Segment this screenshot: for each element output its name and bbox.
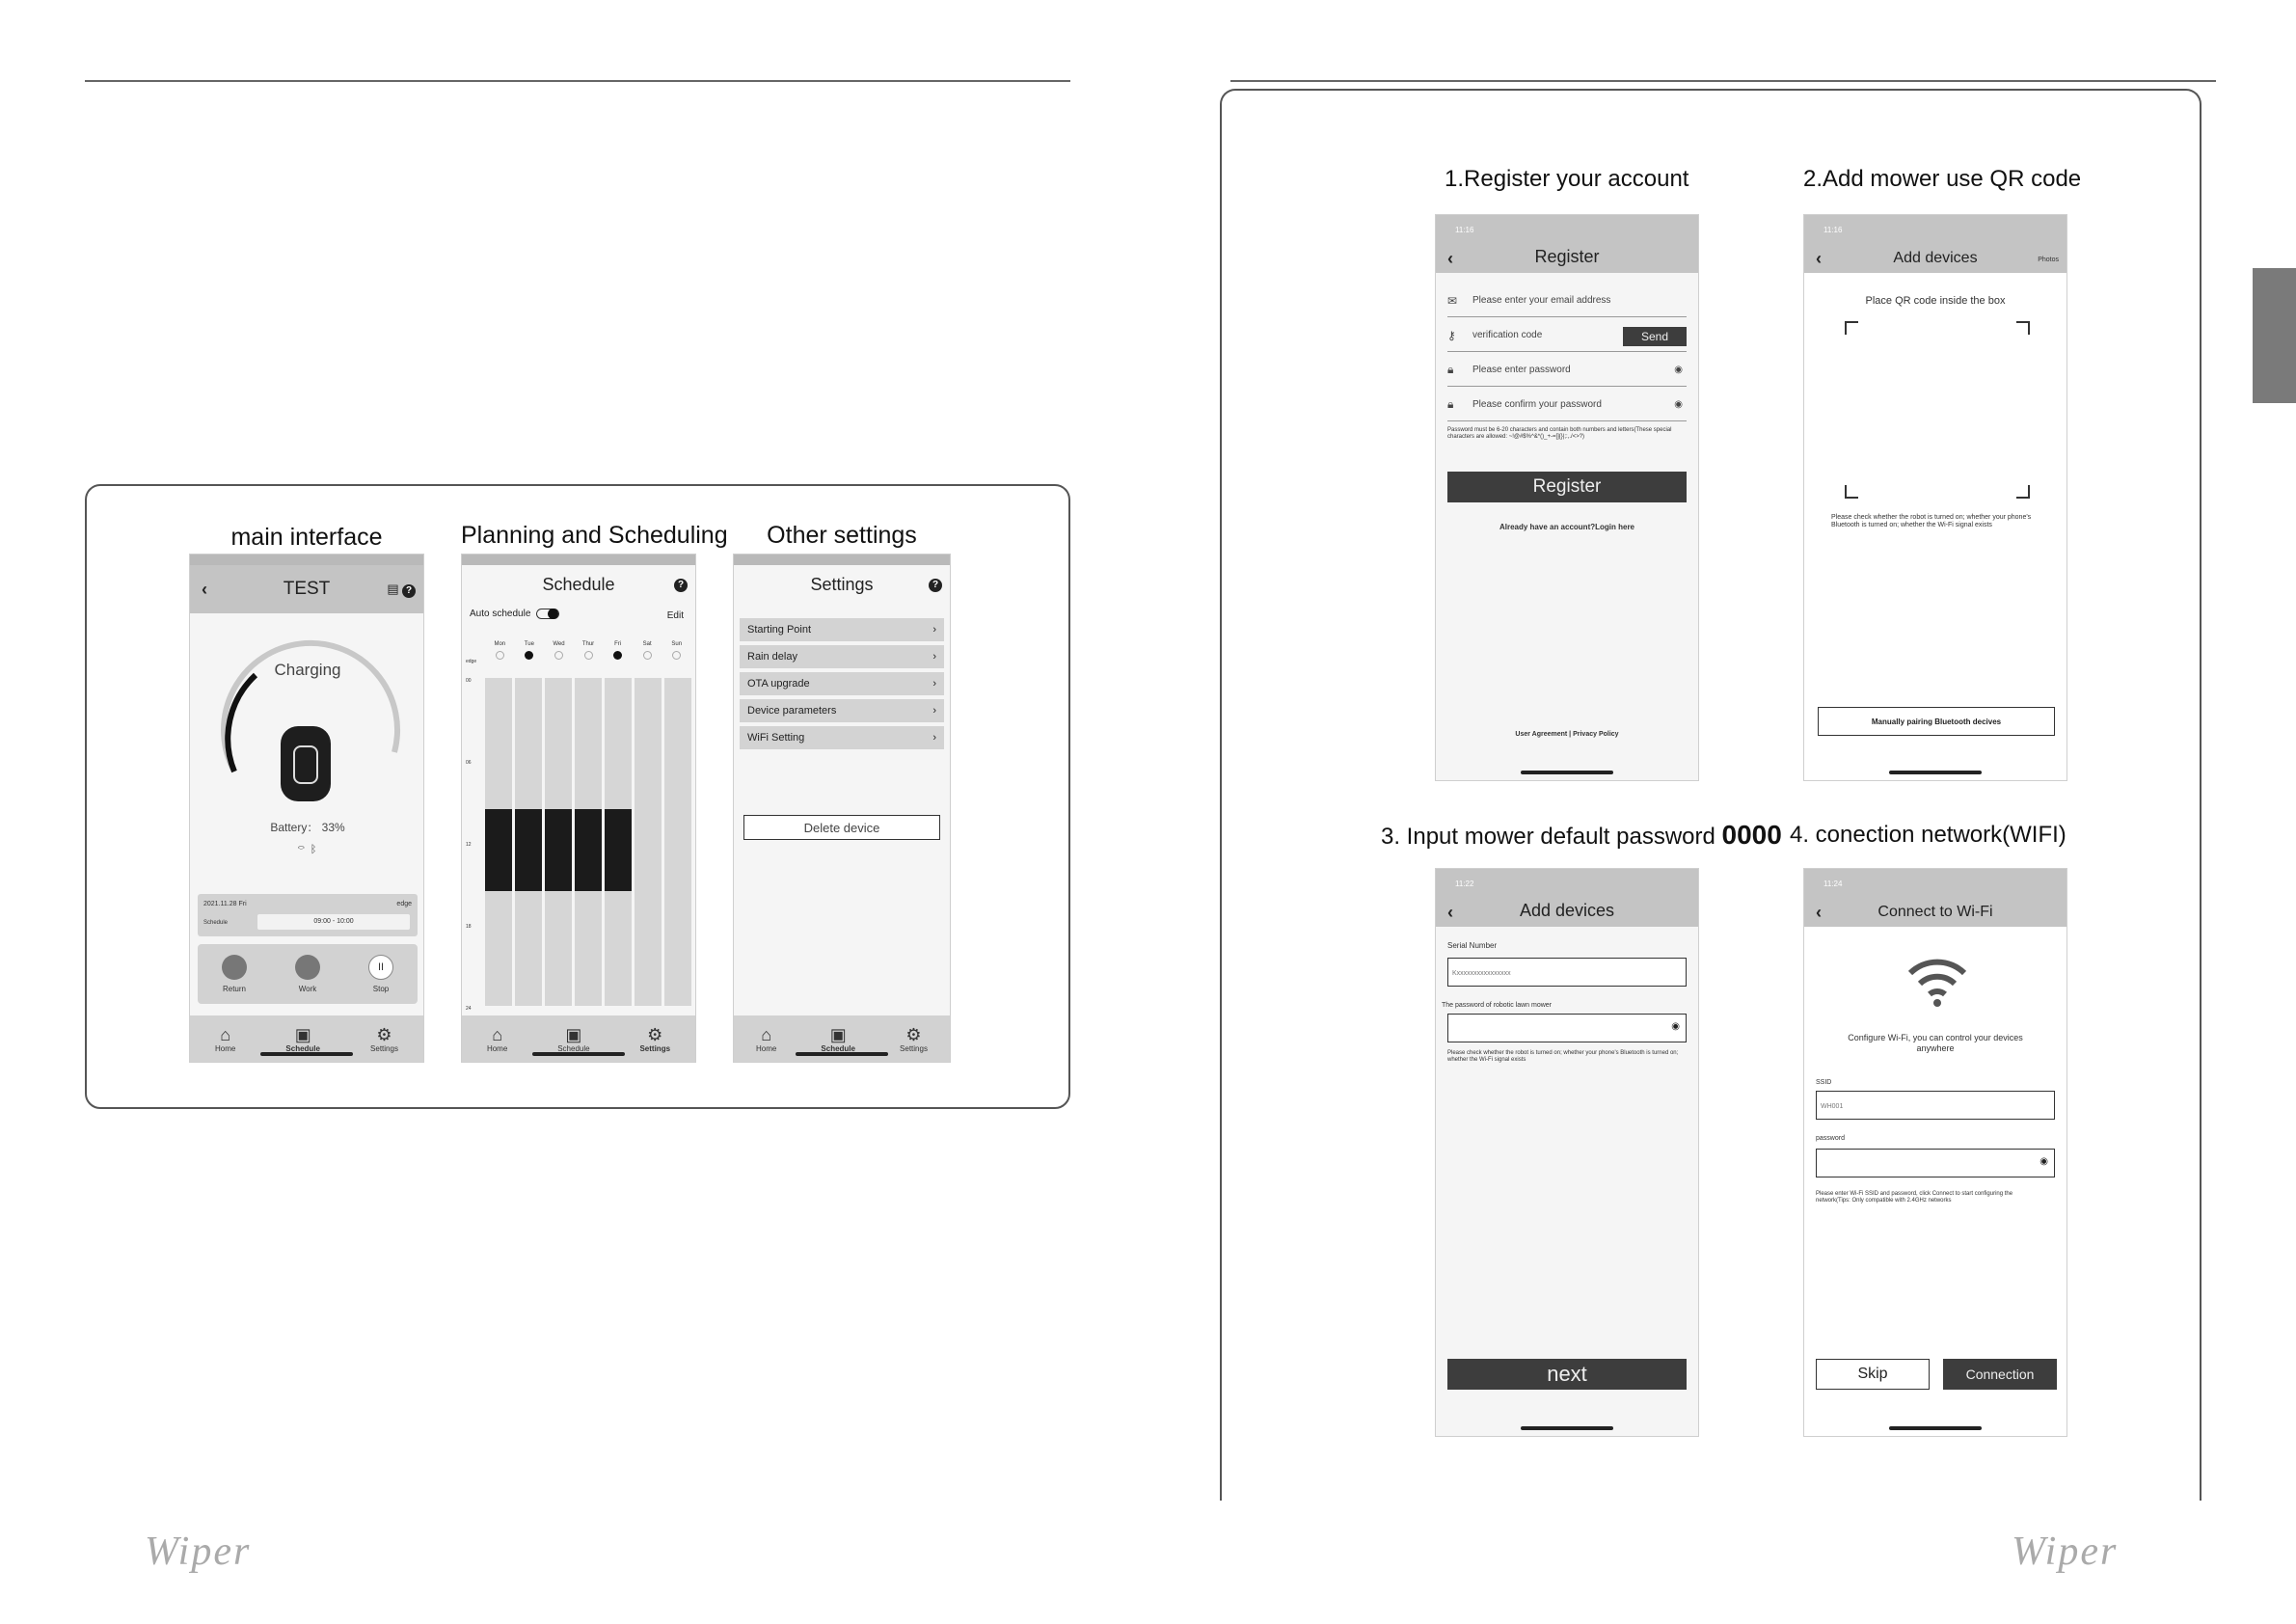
wifi-password-input[interactable] [1816,1149,2055,1177]
tab-schedule[interactable]: ▣ Schedule [557,1024,590,1053]
charging-status: Charging [274,661,341,679]
schedule-block [515,809,542,891]
schedule-column[interactable] [605,678,632,1006]
tab-settings[interactable]: ⚙ Settings [639,1024,671,1053]
privacy-policy-link[interactable]: Privacy Policy [1573,731,1619,738]
qr-instruction: Place QR code inside the box [1865,295,2006,307]
settings-item-starting-point[interactable]: Starting Point › [740,618,944,643]
schedule-column[interactable] [635,678,662,1006]
home-icon: ⌂ [220,1024,231,1044]
calendar-icon: ▣ [565,1024,582,1044]
step-2-caption: 2.Add mower use QR code [1803,166,2082,192]
mower-icon [281,726,331,801]
status-time: 11:22 [1455,880,1474,888]
nav-bar [1804,215,2066,273]
phone-connect-wifi [1803,868,2067,1437]
nav-bar [462,565,695,604]
phone-main-interface [189,554,424,1063]
schedule-block [545,809,572,891]
day-thur[interactable]: Thur [574,641,604,660]
wifi-password-label: password [1816,1135,1845,1142]
mower-password-input[interactable] [1447,1014,1687,1042]
gear-icon: ⚙ [376,1024,392,1044]
side-tab-marker [2253,268,2296,403]
register-title: Register [1534,247,1600,266]
serial-number-label: Serial Number [1447,941,1498,950]
schedule-column[interactable] [575,678,602,1006]
day-sun[interactable]: Sun [662,641,691,660]
tab-schedule[interactable]: ▣ Schedule [821,1024,855,1053]
calendar-icon: ▣ [294,1024,311,1044]
connect-wifi-title: Connect to Wi-Fi [1877,904,1993,920]
back-icon[interactable]: ‹ [1816,903,1822,922]
nav-bar [190,565,423,613]
hour-label: 06 [466,760,472,766]
battery-text: Battery： 33% [270,821,345,834]
calendar-icon: ▣ [829,1024,847,1044]
settings-item-device-parameters[interactable]: Device parameters › [740,699,944,724]
help-icon[interactable]: ? [674,579,688,592]
hour-label: 24 [466,1006,472,1012]
caption-planning-scheduling: Planning and Scheduling [461,522,728,549]
status-time: 11:16 [1823,226,1843,234]
schedule-block [575,809,602,891]
status-bar [190,555,423,565]
home-icon: ⌂ [761,1024,772,1044]
tab-settings[interactable]: ⚙ Settings [900,1024,928,1053]
right-header-rule [1230,80,2216,82]
chevron-right-icon: › [932,705,936,717]
day-tue[interactable]: Tue [515,641,545,660]
mode-text: edge [396,901,412,907]
left-logo: Wiper [145,1529,252,1574]
tab-settings[interactable]: ⚙ Settings [370,1024,398,1053]
phone-schedule [461,554,696,1063]
auto-schedule-row: Auto schedule [470,609,559,619]
default-password: 0000 [1721,820,1782,850]
schedule-column[interactable] [485,678,512,1006]
connection-button[interactable]: Connection [1943,1359,2057,1390]
day-fri[interactable]: Fri [603,641,633,660]
phone-settings [733,554,951,1063]
help-icon[interactable]: ? [402,584,416,598]
ssid-label: SSID [1816,1079,1832,1086]
date-text: 2021.11.28 Fri [203,901,247,907]
back-icon[interactable]: ‹ [202,579,207,599]
add-devices-title: Add devices [1893,250,1978,266]
return-button[interactable]: Return [222,955,247,993]
document-icon[interactable]: ▤ [387,581,399,596]
confirm-password-field[interactable]: 🔒︎ Please confirm your password ◉ [1447,389,1687,421]
edge-radio [584,651,593,660]
chevron-right-icon: › [932,651,936,663]
day-mon[interactable]: Mon [485,641,515,660]
settings-item-wifi-setting[interactable]: WiFi Setting › [740,726,944,751]
tab-home[interactable]: ⌂ Home [486,1024,508,1053]
gear-icon: ⚙ [647,1024,663,1044]
caption-main-interface: main interface [230,524,383,551]
eye-icon[interactable]: ◉ [1674,399,1683,410]
caption-other-settings: Other settings [767,522,917,549]
action-panel [198,944,418,1004]
chevron-right-icon: › [932,678,936,690]
next-button[interactable]: next [1447,1359,1687,1390]
right-logo: Wiper [2012,1529,2119,1574]
qr-note: Please check whether the robot is turned on; whether your phone's Bluetooth is turned on; whether the Wi-Fi signal exists [1831,514,2032,528]
schedule-card [198,894,418,936]
send-code-button[interactable]: Send [1623,327,1687,346]
edge-radio [643,651,652,660]
manual-bluetooth-pairing-button[interactable]: Manually pairing Bluetooth decives [1818,707,2055,736]
register-button[interactable]: Register [1447,472,1687,502]
day-sat[interactable]: Sat [633,641,662,660]
delete-device-button[interactable]: Delete device [743,815,940,840]
phone-qr-scan [1803,214,2067,781]
settings-item-ota-upgrade[interactable]: OTA upgrade › [740,672,944,697]
edge-radio [525,651,533,660]
password-field[interactable]: 🔒︎ Please enter password ◉ [1447,354,1687,387]
eye-icon[interactable]: ◉ [1671,1021,1680,1032]
edge-radio [496,651,504,660]
edge-radio [672,651,681,660]
lock-icon: 🔒︎ [1447,363,1454,376]
device-title: TEST [283,579,331,599]
nav-bar [1804,869,2066,927]
auto-schedule-toggle[interactable] [536,609,559,619]
ssid-input[interactable]: WH001 [1816,1091,2055,1120]
back-icon[interactable]: ‹ [1447,903,1453,922]
password-hint: Password must be 6-20 characters and contain both numbers and letters(These special characters are allowed: ~!@#$%^&*()_+-=[]{}|;:,./<>?) [1447,427,1672,440]
wifi-note: Please enter Wi-Fi SSID and password, click Connect to start configuring the network(Tips: Only compatible with 2.4GHz networks [1816,1191,2013,1204]
add-devices-title: Add devices [1519,901,1615,920]
day-wed[interactable]: Wed [544,641,574,660]
envelope-icon: ✉ [1447,293,1458,308]
schedule-block [605,809,632,891]
settings-item-rain-delay[interactable]: Rain delay › [740,645,944,670]
email-field[interactable]: ✉ Please enter your email address [1447,284,1687,317]
login-link[interactable]: Already have an account?Login here [1499,523,1635,531]
qr-scan-frame [1845,321,2030,499]
phone-register [1435,214,1699,781]
hour-label: 12 [466,842,472,848]
hour-label: 00 [466,678,472,684]
user-agreement-link[interactable]: User Agreement [1515,731,1568,738]
verification-code-field[interactable]: ⚷ verification code Send [1447,319,1687,352]
schedule-column[interactable] [515,678,542,1006]
schedule-title: Schedule [542,574,615,594]
tab-home[interactable]: ⌂ Home [756,1024,777,1053]
status-time: 11:24 [1823,880,1843,888]
wifi-icon [1906,954,1968,1008]
edit-button[interactable]: Edit [666,610,684,621]
tab-schedule[interactable]: ▣ Schedule [285,1024,320,1053]
settings-title: Settings [810,574,874,594]
tab-home[interactable]: ⌂ Home [215,1024,236,1053]
step-1-caption: 1.Register your account [1445,166,1689,192]
edge-radio [613,651,622,660]
key-icon: ⚷ [1447,328,1456,342]
help-icon[interactable]: ? [929,579,942,592]
schedule-time: 09:00 - 10:00 [257,914,410,930]
schedule-block [485,809,512,891]
edge-radio [554,651,563,660]
nav-bar [734,565,950,604]
footer-links: User Agreement | Privacy Policy [1515,731,1619,738]
back-icon[interactable]: ‹ [1816,249,1822,268]
edge-label: edge [466,659,477,664]
work-button[interactable]: Work [295,955,320,993]
wifi-description: Configure Wi-Fi, you can control your devices anywhere [1848,1033,2023,1053]
home-indicator [260,1052,353,1056]
nav-bar [1436,869,1698,927]
photos-link[interactable]: Photos [2038,257,2059,263]
home-icon: ⌂ [492,1024,503,1044]
phone-add-devices [1435,868,1699,1437]
schedule-grid [485,678,691,1006]
status-time: 11:16 [1455,226,1474,234]
schedule-label: Schedule [203,920,229,926]
back-icon[interactable]: ‹ [1447,249,1453,268]
step-4-caption: 4. conection network(WIFI) [1790,822,2066,848]
schedule-column[interactable] [545,678,572,1006]
stop-button[interactable]: II Stop [368,955,393,993]
mower-password-label: The password of robotic lawn mower [1442,1002,1552,1009]
hour-axis [466,678,483,1012]
serial-number-input[interactable]: Kxxxxxxxxxxxxxxxx [1447,958,1687,987]
wifi-icon: ⌔ ᛒ [298,844,317,855]
eye-icon[interactable]: ◉ [2039,1156,2048,1167]
lock-icon: 🔒︎ [1447,397,1454,411]
hour-label: 18 [466,924,472,930]
step-3-caption: 3. Input mower default password 0000 [1381,820,1782,850]
chevron-right-icon: › [932,624,936,636]
day-header [485,641,691,660]
eye-icon[interactable]: ◉ [1674,365,1683,375]
gear-icon: ⚙ [905,1024,922,1044]
left-header-rule [85,80,1070,82]
chevron-right-icon: › [932,732,936,744]
skip-button[interactable]: Skip [1816,1359,1930,1390]
nav-bar [1436,215,1698,273]
mower-password-note: Please check whether the robot is turned on; whether your phone's Bluetooth is turned on; whether the Wi-Fi signal exists [1447,1050,1679,1063]
schedule-column[interactable] [664,678,691,1006]
